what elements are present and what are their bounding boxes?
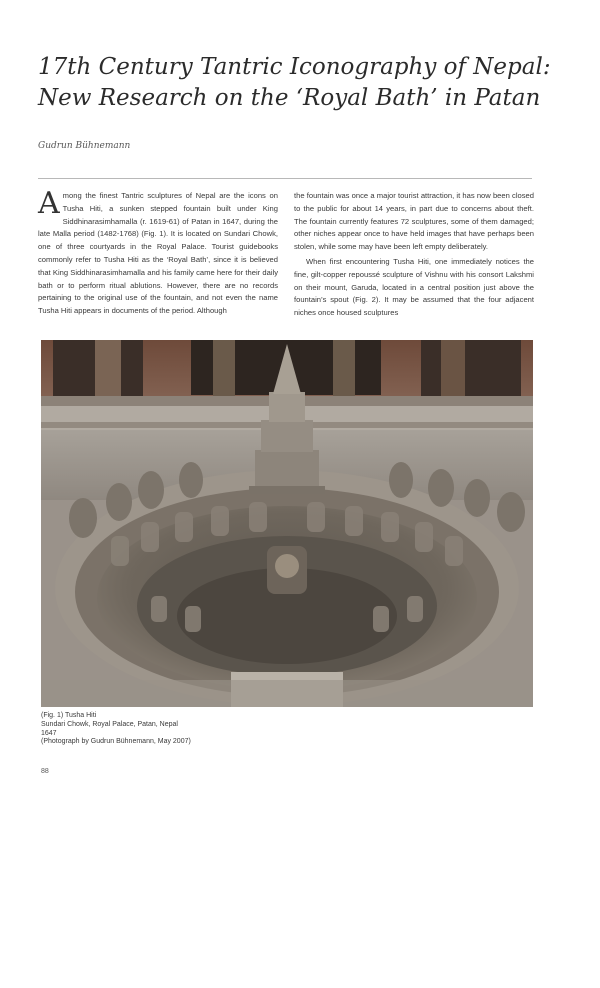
text-column-right <box>294 190 534 320</box>
paragraph-1-text: mong the finest Tantric sculptures of Nepal are the icons on Tusha Hiti, a sunken stepped fountain built under King Siddhinarasimhamalla (r. 1619-61) of Patan in 1647, during the late Malla period (1482-1768) (Fig. 1). It is located on Sundari Chowk, one of three courtyards in the Royal Palace. Tourist guidebooks commonly refer to Tusha Hiti as the ‘Royal Bath’, since it is believed that King Siddhinarasimhamalla and his family came here for their daily bath or to perform ritual ablutions. However, there are no records pertaining to the original use of the fountain, and not even the name Tusha Hiti appears in documents of the period. Although <box>38 191 278 316</box>
paragraph-1 <box>38 186 278 318</box>
figure-1-photo <box>41 340 533 707</box>
figure-caption <box>41 712 341 747</box>
article-title <box>38 52 578 114</box>
text-column-left <box>38 186 278 318</box>
title-line-1: 17th Century Tantric Iconography of Nepal: <box>38 54 551 80</box>
author-byline: Gudrun Bühnemann <box>38 141 131 151</box>
drop-cap: A <box>38 186 60 221</box>
caption-line-3: 1647 <box>41 729 57 737</box>
title-line-2: New Research on the ‘Royal Bath’ in Patan <box>38 85 541 111</box>
header-divider <box>38 178 532 179</box>
caption-line-2: Sundari Chowk, Royal Palace, Patan, Nepal <box>41 720 178 728</box>
paragraph-1-continued: the fountain was once a major tourist attraction, it has now been closed to the public for about 14 years, in part due to concerns about theft. The fountain currently features 72 sculptures, some of them damaged; other niches appear once to have held images that have perhaps been stolen, while some may have been left empty deliberately. <box>294 191 534 252</box>
page-number: 88 <box>41 768 49 775</box>
paragraph-2: When first encountering Tusha Hiti, one immediately notices the fine, gilt-copper repoussé sculpture of Vishnu with his consort Lakshmi on their mount, Garuda, located in a central position just above the fountain’s spout (Fig. 2). It may be assumed that the four adjacent niches once housed sculptures <box>294 256 534 318</box>
caption-line-1: (Fig. 1) Tusha Hiti <box>41 712 97 719</box>
caption-line-4: (Photograph by Gudrun Bühnemann, May 2007) <box>41 738 191 746</box>
